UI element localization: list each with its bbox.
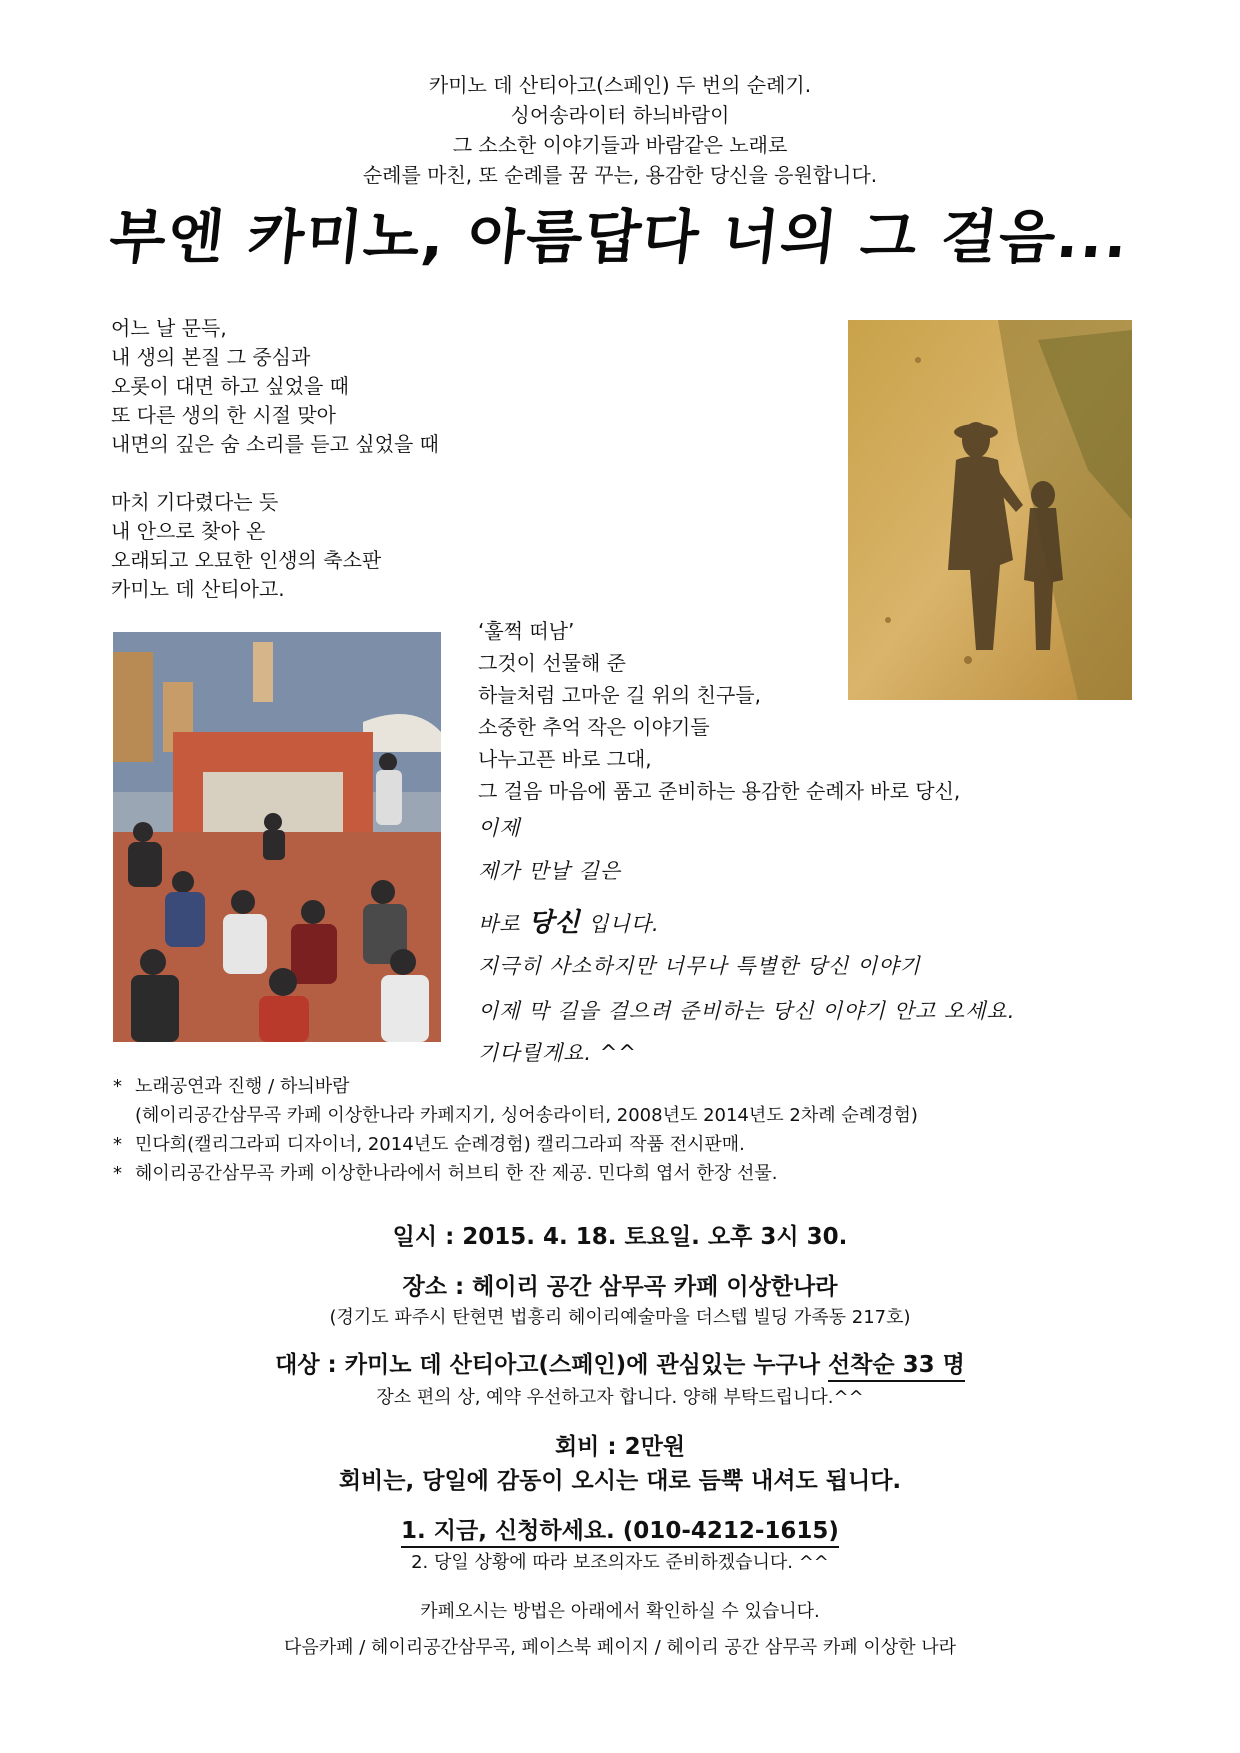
apply-line-2: 2. 당일 상황에 따라 보조의자도 준비하겠습니다. ^^ [411,1552,829,1573]
seat-note: 장소 편의 상, 예약 우선하고자 합니다. 양해 부탁드립니다.^^ [376,1387,864,1408]
poem-line: 하늘처럼 고마운 길 위의 친구들, [478,683,761,707]
note-text: (헤이리공간삼무곡 카페 이상한나라 카페지기, 싱어송라이터, 2008년도 2014년도 2차례 순례경험) [135,1105,918,1126]
intro-text [0,70,1240,190]
poem-line: 그것이 선물해 준 [478,651,626,675]
poem-line: 카미노 데 산티아고. [111,577,285,601]
handwritten-line: 기다릴게요. ^^ [478,1041,637,1065]
poem-line: 내 생의 본질 그 중심과 [111,345,311,369]
apply-phone: 1. 지금, 신청하세요. (010-4212-1615) [401,1518,839,1548]
poem-second [478,615,960,807]
bullet-star: * [113,1076,122,1097]
poem-line: 오래되고 오묘한 인생의 축소판 [111,548,382,572]
note-text: 헤이리공간삼무곡 카페 이상한나라에서 허브티 한 잔 제공. 민다희 엽서 한장 선물. [135,1163,778,1184]
poem-line: 나누고픈 바로 그대, [478,747,652,771]
note-text: 노래공연과 진행 / 하늬바람 [135,1076,350,1097]
poem-line: 내면의 깊은 숨 소리를 듣고 싶었을 때 [111,432,439,456]
poem-line: 소중한 추억 작은 이야기들 [478,715,710,739]
note-item [113,1101,918,1130]
handwritten-line: 제가 만날 길은 [478,859,622,883]
poem-line: 오롯이 대면 하고 싶었을 때 [111,374,349,398]
handwritten-line: 지극히 사소하지만 너무나 특별한 당신 이야기 [478,954,921,978]
cafe-concert-photo [113,632,441,1042]
page-title: 부엔 카미노, 아름답다 너의 그 걸음... [106,203,1133,271]
footer-links: 다음카페 / 헤이리공간삼무곡, 페이스북 페이지 / 헤이리 공간 삼무곡 카페 이상한 나라 [284,1637,956,1658]
intro-line: 순례를 마친, 또 순례를 꿈 꾸는, 용감한 당신을 응원합니다. [362,163,878,187]
poem-line: 또 다른 생의 한 시절 맞아 [111,403,336,427]
event-date: 일시 : 2015. 4. 18. 토요일. 오후 3시 30. [392,1224,848,1250]
poem-line: 내 안으로 찾아 온 [111,519,266,543]
handwritten-emphasis: 당신 [528,908,581,938]
note-item [113,1159,918,1188]
intro-line: 카미노 데 산티아고(스페인) 두 번의 순례기. [428,73,812,97]
footer-directions: 카페오시는 방법은 아래에서 확인하실 수 있습니다. [420,1601,820,1622]
event-target [0,1346,1240,1379]
event-place: 장소 : 헤이리 공간 삼무곡 카페 이상한나라 [402,1274,838,1300]
intro-line: 그 소소한 이야기들과 바람같은 노래로 [452,133,788,157]
poem-first [111,314,439,604]
note-item [113,1130,918,1159]
target-capacity: 선착순 33 명 [828,1352,965,1382]
handwritten-text: 입니다. [580,912,660,936]
fee-note: 회비는, 당일에 감동이 오시는 대로 듬뿍 내셔도 됩니다. [338,1468,902,1494]
poem-line: 그 걸음 마음에 품고 준비하는 용감한 순례자 바로 당신, [478,779,961,803]
handwritten-text: 바로 [478,912,529,936]
poem-line: ‘훌쩍 떠남’ [478,619,575,643]
intro-line: 싱어송라이터 하늬바람이 [510,103,730,127]
event-fee: 회비 : 2만원 [554,1434,686,1460]
poem-line: 어느 날 문득, [111,316,227,340]
note-item [113,1072,918,1101]
handwritten-line: 이제 막 길을 걸으려 준비하는 당신 이야기 안고 오세요. [478,999,1016,1023]
poem-gap [111,459,439,488]
note-text: 민다희(캘리그라피 디자이너, 2014년도 순례경험) 캘리그라피 작품 전시판매. [135,1134,745,1155]
bullet-star: * [113,1134,122,1155]
poem-line: 마치 기다렸다는 듯 [111,490,279,514]
event-address: (경기도 파주시 탄현면 법흥리 헤이리예술마을 더스텝 빌딩 가족동 217호) [329,1307,911,1328]
handwritten-line [478,902,660,939]
bullet-star: * [113,1163,122,1184]
target-text: 대상 : 카미노 데 산티아고(스페인)에 관심있는 누구나 [275,1352,828,1378]
bullet-star [113,1101,135,1130]
notes-list [113,1072,918,1188]
apply-line [0,1512,1240,1545]
handwritten-line: 이제 [478,816,521,840]
